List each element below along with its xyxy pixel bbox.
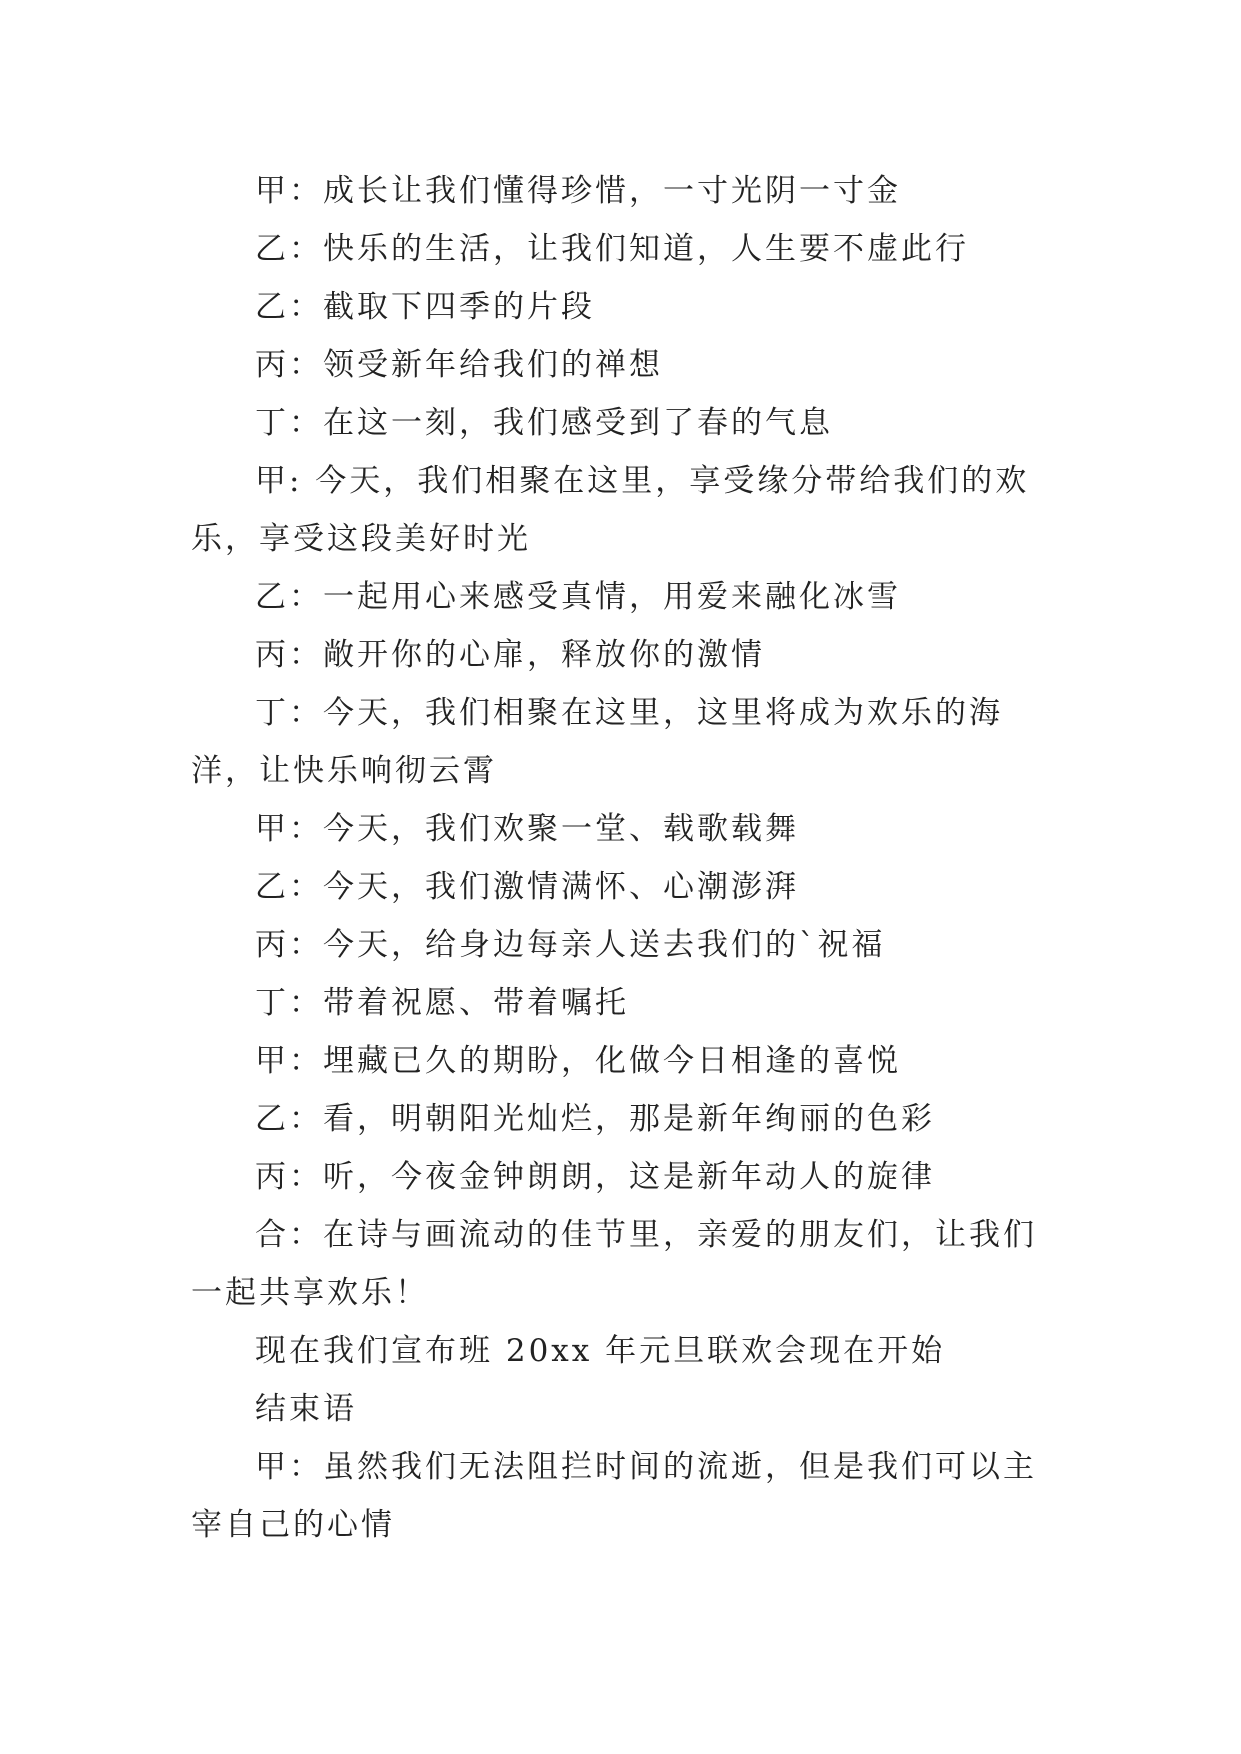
paragraph: 甲：成长让我们懂得珍惜，一寸光阴一寸金 xyxy=(255,173,901,209)
paragraph: 丙：领受新年给我们的禅想 xyxy=(255,347,663,383)
paragraph: 丙：今天，给身边每亲人送去我们的`祝福 xyxy=(255,927,886,963)
paragraph: 甲：今天，我们欢聚一堂、载歌载舞 xyxy=(255,811,799,847)
document-body xyxy=(191,162,1051,1554)
paragraph: 丙：敞开你的心扉，释放你的激情 xyxy=(255,637,765,673)
paragraph: 乙：今天，我们激情满怀、心潮澎湃 xyxy=(255,869,799,905)
paragraph: 合：在诗与画流动的佳节里，亲爱的朋友们，让我们一起共享欢乐！ xyxy=(191,1217,1037,1311)
paragraph: 现在我们宣布班 20xx 年元旦联欢会现在开始 xyxy=(255,1333,946,1369)
paragraph: 丁：今天，我们相聚在这里，这里将成为欢乐的海洋，让快乐响彻云霄 xyxy=(191,695,1003,789)
paragraph: 乙：看，明朝阳光灿烂，那是新年绚丽的色彩 xyxy=(255,1101,935,1137)
paragraph: 甲：埋藏已久的期盼，化做今日相逢的喜悦 xyxy=(255,1043,901,1079)
paragraph: 乙：快乐的生活，让我们知道，人生要不虚此行 xyxy=(255,231,969,267)
paragraph: 丁：带着祝愿、带着嘱托 xyxy=(255,985,629,1021)
paragraph: 乙：一起用心来感受真情，用爱来融化冰雪 xyxy=(255,579,901,615)
paragraph: 丁：在这一刻，我们感受到了春的气息 xyxy=(255,405,833,441)
paragraph: 丙：听，今夜金钟朗朗，这是新年动人的旋律 xyxy=(255,1159,935,1195)
section-heading: 结束语 xyxy=(255,1391,357,1427)
paragraph: 乙：截取下四季的片段 xyxy=(255,289,595,325)
paragraph: 甲：虽然我们无法阻拦时间的流逝，但是我们可以主宰自己的心情 xyxy=(191,1449,1037,1543)
paragraph: 甲: 今天，我们相聚在这里，享受缘分带给我们的欢乐，享受这段美好时光 xyxy=(191,463,1030,557)
